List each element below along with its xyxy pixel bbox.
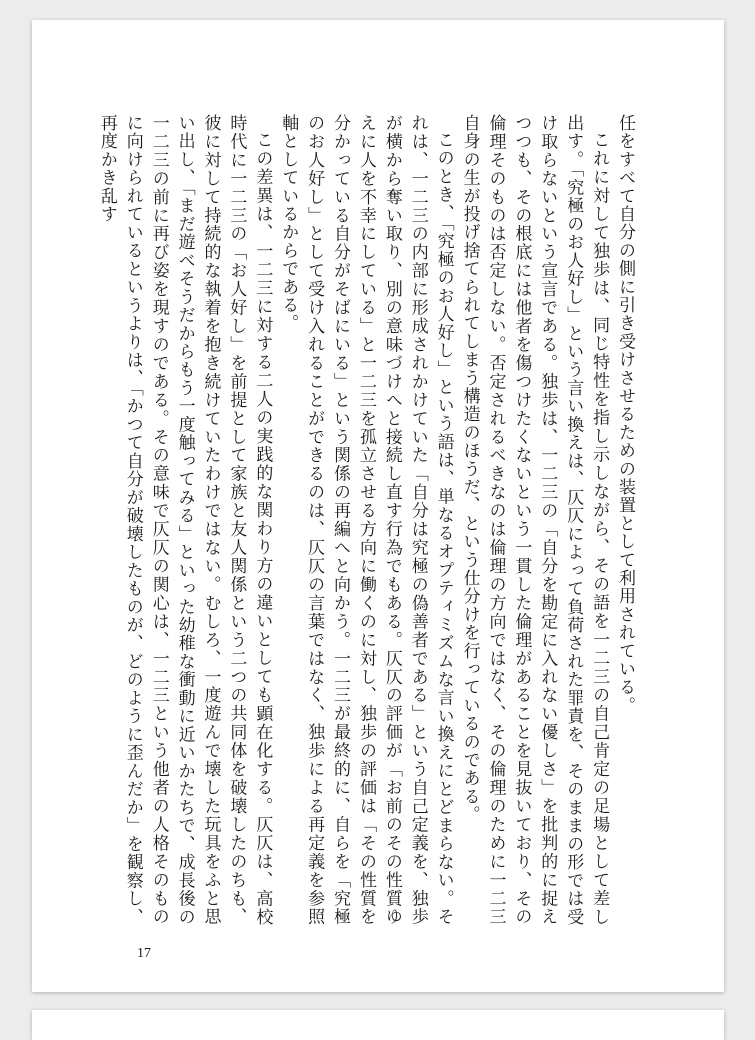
paragraph: 任をすべて自分の側に引き受けさせるための装置として利用されている。 bbox=[615, 114, 635, 715]
document-page bbox=[32, 20, 724, 992]
page-number: 17 bbox=[137, 946, 151, 961]
next-page-edge bbox=[32, 1010, 724, 1040]
paragraph: このとき、「究極のお人好し」という語は、単なるオプティミズムな言い換えにとどまらない。それは、一二三の内部に形成されかけていた「自分は究極の偽善者である」という自己定義を、独歩が横から奪い取り、別の意味づけへと接続し直す行為でもある。仄仄の評価が「お前のその性質ゆえに人を不幸にしている」と一二三を孤立させる方向に働くのに対し、独歩の評価は「その性質を分かっている自分がそばにいる」という関係の再編へと向かう。一二三が最終的に、自らを「究極のお人好し」として受け入れることができるのは、仄仄の言葉ではなく、独歩による再定義を参照軸としているからである。 bbox=[278, 114, 454, 926]
paragraph: これに対して独歩は、同じ特性を指し示しながら、その語を一二三の自己肯定の足場として差し出す。「究極のお人好し」という言い換えは、仄仄によって負荷された罪責を、そのままの形では受け取らないという宣言である。独歩は、一二三の「自分を勘定に入れない優しさ」を批判的に捉えつつも、その根底には他者を傷つけたくないという一貫した倫理があることを見抜いており、その倫理そのものは否定しない。否定されるべきなのは倫理の方向ではなく、その倫理のために一二三自身の生が投げ捨てられてしまう構造のほうだ、という仕分けを行っているのである。 bbox=[459, 114, 610, 926]
paragraph: この差異は、一二三に対する二人の実践的な関わり方の違いとしても顕在化する。仄仄は、高校時代に一二三の「お人好し」を前提として家族と友人関係という二つの共同体を破壊したのちも、彼に対して持続的な執着を抱き続けていたわけではない。むしろ、一度遊んで壊した玩具をふと思い出し、「まだ遊べそうだからもう一度触ってみる」といった幼稚な衝動に近いかたちで、成長後の一二三の前に再び姿を現すのである。その意味で仄仄の関心は、一二三という他者の人格そのものに向けられているというよりは、「かつて自分が破壊したものが、どのように歪んだか」を観察し、再度かき乱す bbox=[96, 114, 273, 926]
body-text bbox=[96, 114, 637, 926]
